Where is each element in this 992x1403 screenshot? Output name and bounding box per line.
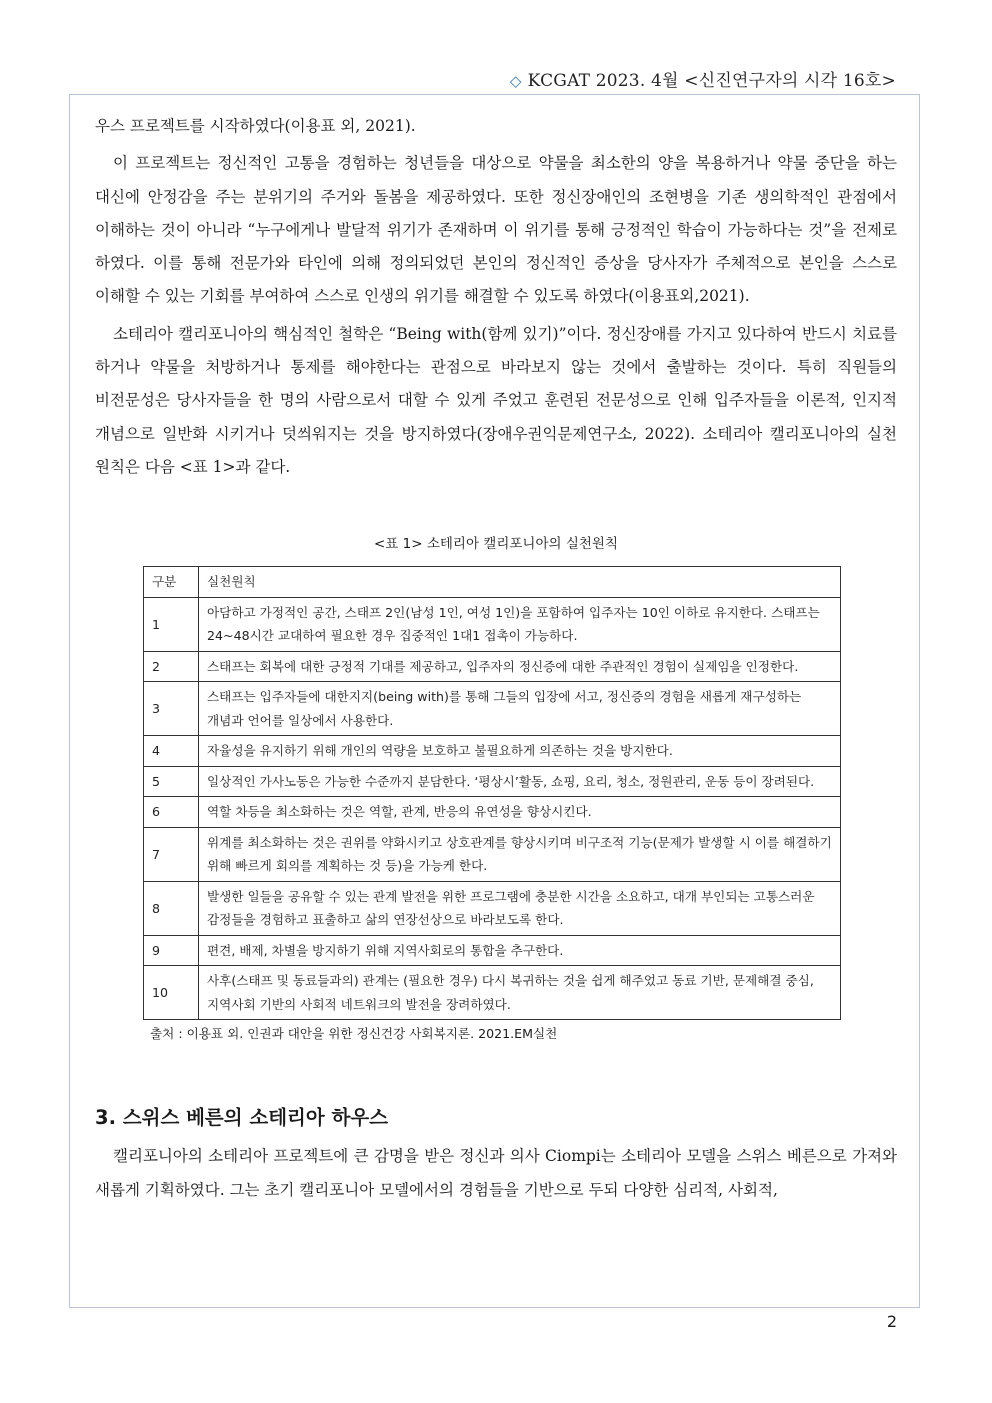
row-number: 6 (144, 797, 199, 828)
table-row (144, 766, 841, 797)
running-header (510, 66, 896, 91)
row-number: 5 (144, 766, 199, 797)
section-heading: 3. 스위스 베른의 소테리아 하우스 (95, 1106, 389, 1130)
row-text: 위계를 최소화하는 것은 권위를 약화시키고 상호관계를 향상시키며 비구조적 기능(문제가 발생할 시 이를 해결하기 위해 빠르게 회의를 계획하는 것 등)을 가능케 한다. (199, 827, 841, 881)
table-row (144, 797, 841, 828)
table-row (144, 966, 841, 1020)
paragraph-philosophy: 소테리아 캘리포니아의 핵심적인 철학은 “Being with(함께 있기)”이다. 정신장애를 가지고 있다하여 반드시 치료를 하거나 약물을 처방하거나 통제를 해야한다는 관점으로 바라보지 않는 것에서 출발하는 것이다. 특히 직원들의 비전문성은 당사자들을 한 명의 사람으로서 대할 수 있게 주었고 훈련된 전문성으로 인해 입주자들을 이론적, 인지적 개념으로 일반화 시키거나 덧씌워지는 것을 방지하였다(장애우권익문제연구소, 2022). 소테리아 캘리포니아의 실천 원칙은 다음 <표 1>과 같다. (95, 324, 897, 476)
page-content (95, 110, 897, 1207)
row-number: 3 (144, 682, 199, 736)
table-row (144, 935, 841, 966)
row-number: 4 (144, 736, 199, 767)
table-row (144, 881, 841, 935)
header-category: 구분 (144, 567, 199, 598)
row-text: 일상적인 가사노동은 가능한 수준까지 분담한다. ‘평상시’활동, 쇼핑, 요리, 청소, 정원관리, 운동 등이 장려된다. (199, 766, 841, 797)
row-number: 1 (144, 597, 199, 651)
row-text: 역할 차등을 최소화하는 것은 역할, 관계, 반응의 유연성을 향상시킨다. (199, 797, 841, 828)
row-number: 9 (144, 935, 199, 966)
table-row (144, 682, 841, 736)
row-number: 10 (144, 966, 199, 1020)
table-row (144, 651, 841, 682)
diamond-icon: ◇ (509, 72, 522, 90)
practice-principles-table (143, 566, 841, 1020)
paragraph-bern: 캘리포니아의 소테리아 프로젝트에 큰 감명을 받은 정신과 의사 Ciompi는 소테리아 모델을 스위스 베른으로 가져와 새롭게 기획하였다. 그는 초기 캘리포니아 모델에서의 경험들을 기반으로 두되 다양한 심리적, 사회적, (95, 1147, 897, 1199)
row-text: 편견, 배제, 차별을 방지하기 위해 지역사회로의 통합을 추구한다. (199, 935, 841, 966)
header-text: KCGAT 2023. 4월 <신진연구자의 시각 16호> (527, 71, 896, 91)
row-text: 자율성을 유지하기 위해 개인의 역량을 보호하고 불필요하게 의존하는 것을 방지한다. (199, 736, 841, 767)
row-text: 스태프는 회복에 대한 긍정적 기대를 제공하고, 입주자의 정신증에 대한 주관적인 경험이 실제임을 인정한다. (199, 651, 841, 682)
paragraph-project: 이 프로젝트는 정신적인 고통을 경험하는 청년들을 대상으로 약물을 최소한의 양을 복용하거나 약물 중단을 하는 대신에 안정감을 주는 분위기의 주거와 돌봄을 제공하였다. 또한 정신장애인의 조현병을 기존 생의학적인 관점에서 이해하는 것이 아니라 “누구에게나 발달적 위기가 존재하며 이 위기를 통해 긍정적인 학습이 가능하다는 것”을 전제로 하였다. 이를 통해 전문가와 타인에 의해 정의되었던 본인의 정신적인 증상을 당사자가 주체적으로 본인을 스스로 이해할 수 있는 기회를 부여하여 스스로 인생의 위기를 해결할 수 있도록 하였다(이용표외,2021). (95, 154, 897, 306)
paragraph-continuation: 우스 프로젝트를 시작하였다(이용표 외, 2021). (95, 117, 416, 135)
row-text: 발생한 일들을 공유할 수 있는 관계 발전을 위한 프로그램에 충분한 시간을 소요하고, 대개 부인되는 고통스러운 감정들을 경험하고 표출하고 삶의 연장선상으로 바라보도록 한다. (199, 881, 841, 935)
table-row (144, 597, 841, 651)
row-text: 사후(스태프 및 동료들과의) 관계는 (필요한 경우) 다시 복귀하는 것을 쉽게 해주었고 동료 기반, 문제해결 중심, 지역사회 기반의 사회적 네트워크의 발전을 장려하였다. (199, 966, 841, 1020)
row-number: 8 (144, 881, 199, 935)
table-row (144, 736, 841, 767)
table-header-row (144, 567, 841, 598)
row-text: 스태프는 입주자들에 대한지지(being with)를 통해 그들의 입장에 서고, 정신증의 경험을 새롭게 재구성하는 개념과 언어를 일상에서 사용한다. (199, 682, 841, 736)
row-text: 아담하고 가정적인 공간, 스태프 2인(남성 1인, 여성 1인)을 포함하여 입주자는 10인 이하로 유지한다. 스태프는 24~48시간 교대하여 필요한 경우 집중적인 1대1 접촉이 가능하다. (199, 597, 841, 651)
row-number: 7 (144, 827, 199, 881)
row-number: 2 (144, 651, 199, 682)
table-row (144, 827, 841, 881)
page-number: 2 (886, 1312, 897, 1331)
table-caption: <표 1> 소테리아 캘리포니아의 실천원칙 (374, 536, 618, 553)
header-principle: 실천원칙 (199, 567, 841, 598)
table-source: 출처 : 이용표 외. 인권과 대안을 위한 정신건강 사회복지론. 2021.EM실천 (150, 1026, 558, 1042)
